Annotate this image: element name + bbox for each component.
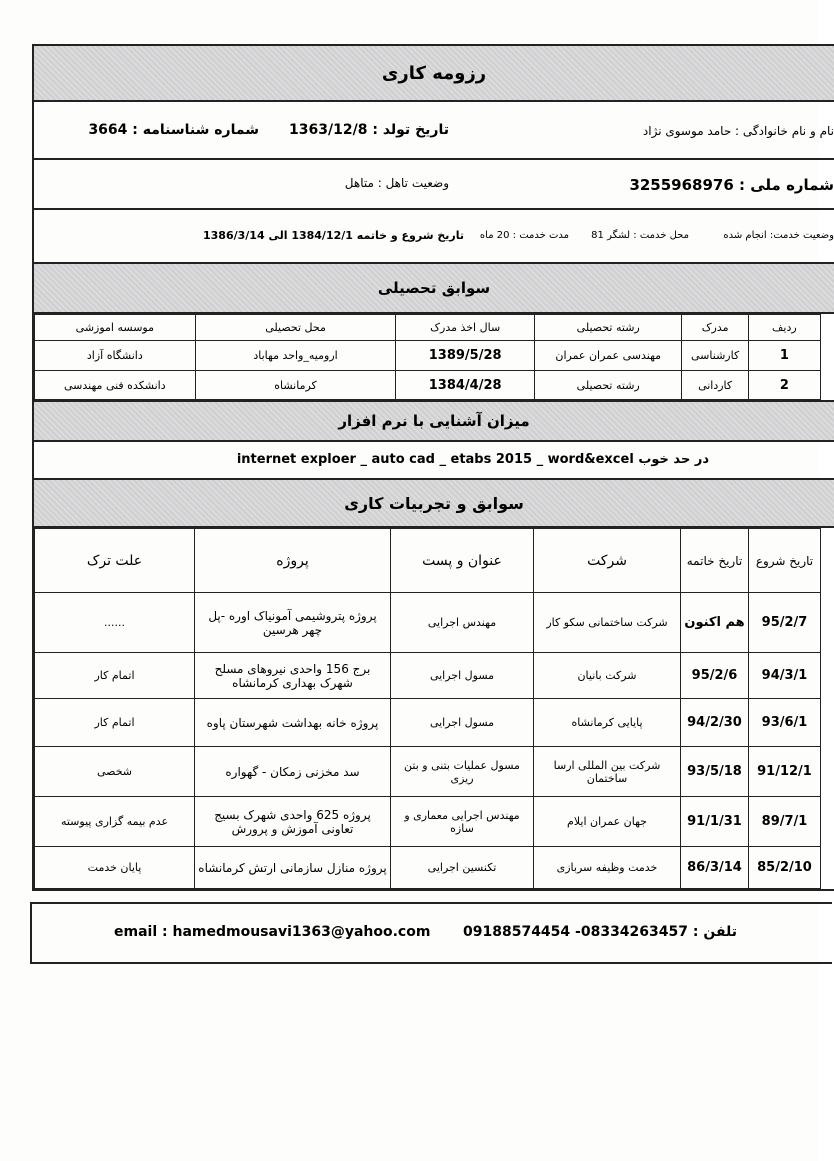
- cell: کارشناسی: [682, 341, 748, 371]
- header-cell: مدرک: [682, 315, 748, 341]
- header-cell: عنوان و پست: [391, 529, 534, 593]
- cell: پایان خدمت: [35, 847, 195, 889]
- contact-footer: [30, 902, 832, 964]
- software-row: [34, 442, 834, 480]
- cell: پروژه خانه بهداشت شهرستان پاوه: [195, 699, 391, 747]
- header-cell: محل تحصیلی: [195, 315, 396, 341]
- software-section-title: میزان آشنایی با نرم افزار: [34, 400, 834, 442]
- cell: 91/12/1: [749, 747, 821, 797]
- table-row: [35, 593, 821, 653]
- header-cell: تاریخ شروع: [749, 529, 821, 593]
- cell: مهندس اجرایی معماری و سازه: [391, 797, 534, 847]
- cell: دانشکده فنی مهندسی: [35, 371, 196, 400]
- cell: 94/3/1: [749, 653, 821, 699]
- cell: مهندسی عمران عمران: [534, 341, 682, 371]
- cell: کرمانشاه: [195, 371, 396, 400]
- work-header-row: [35, 529, 821, 593]
- header-cell: موسسه اموزشی: [35, 315, 196, 341]
- marital-status: وضعیت تاهل : متاهل: [344, 176, 449, 190]
- cell: 94/2/30: [681, 699, 749, 747]
- service-status: وضعیت خدمت: انجام شده: [723, 230, 834, 241]
- cell: خدمت وظیفه سربازی: [534, 847, 681, 889]
- software-skills: در حد خوب internet exploer _ auto cad _ etabs 2015 _ word&excel: [236, 452, 709, 467]
- table-row: [35, 371, 821, 400]
- cell: هم اکنون: [681, 593, 749, 653]
- email[interactable]: email : hamedmousavi1363@yahoo.com: [114, 924, 431, 940]
- cell: سد مخزنی زمکان - گهواره: [195, 747, 391, 797]
- work-table: [34, 528, 821, 889]
- military-service-row: [34, 210, 834, 264]
- cell: 85/2/10: [749, 847, 821, 889]
- cell: 95/2/6: [681, 653, 749, 699]
- service-place: محل خدمت : لشگر 81: [591, 230, 689, 241]
- cell: پروژه 625 واحدی شهرک بسیج تعاونی آموزش و پرورش: [195, 797, 391, 847]
- header-cell: شرکت: [534, 529, 681, 593]
- cell: کاردانی: [682, 371, 748, 400]
- cell: دانشگاه آزاد: [35, 341, 196, 371]
- cell: شرکت بین المللی ارسا ساختمان: [534, 747, 681, 797]
- cell: برج 156 واحدی نیروهای مسلح شهرک بهداری کرمانشاه: [195, 653, 391, 699]
- header-cell: علت ترک: [35, 529, 195, 593]
- page-title: رزومه کاری: [34, 46, 834, 102]
- personal-row-2: [34, 160, 834, 210]
- personal-row-1: [34, 102, 834, 160]
- header-cell: پروژه: [195, 529, 391, 593]
- cell: پایایی کرمانشاه: [534, 699, 681, 747]
- cell: 1: [748, 341, 820, 371]
- full-name: نام و نام خانوادگی : حامد موسوی نژاد: [642, 124, 834, 138]
- cell: تکنسین اجرایی: [391, 847, 534, 889]
- education-section-title: سوابق تحصیلی: [34, 264, 834, 314]
- cell: جهان عمران ایلام: [534, 797, 681, 847]
- cell: مسول عملیات بتنی و بتن ریزی: [391, 747, 534, 797]
- service-duration: مدت خدمت : 20 ماه: [479, 230, 569, 241]
- birth-date: تاریخ تولد : 1363/12/8: [289, 122, 449, 138]
- cell: ارومیه_واحد مهاباد: [195, 341, 396, 371]
- cell: رشته تحصیلی: [534, 371, 682, 400]
- national-id: شماره ملی : 3255968976: [629, 176, 834, 194]
- cell: عدم بیمه گزاری پیوسته: [35, 797, 195, 847]
- cell: پروژه منازل سازمانی ارتش کرمانشاه: [195, 847, 391, 889]
- cell: شرکت ساختمانی سکو کار: [534, 593, 681, 653]
- cell: اتمام کار: [35, 653, 195, 699]
- cell: 89/7/1: [749, 797, 821, 847]
- cell: 95/2/7: [749, 593, 821, 653]
- cell: ......: [35, 593, 195, 653]
- header-cell: رشته تحصیلی: [534, 315, 682, 341]
- table-row: [35, 747, 821, 797]
- cell: پروژه پتروشیمی آمونیاک اوره -پل چهر هرسین: [195, 593, 391, 653]
- cell: مسول اجرایی: [391, 699, 534, 747]
- cell: شخصی: [35, 747, 195, 797]
- phone: تلفن : 08334263457- 09188574454: [463, 924, 737, 940]
- table-row: [35, 699, 821, 747]
- header-cell: ردیف: [748, 315, 820, 341]
- education-table: [34, 314, 821, 400]
- cell: 91/1/31: [681, 797, 749, 847]
- cell: مسول اجرایی: [391, 653, 534, 699]
- work-section-title: سوابق و تجربیات کاری: [34, 480, 834, 528]
- cell: اتمام کار: [35, 699, 195, 747]
- table-row: [35, 797, 821, 847]
- cell: 93/5/18: [681, 747, 749, 797]
- table-row: [35, 653, 821, 699]
- cell: 1384/4/28: [396, 371, 535, 400]
- table-row: [35, 341, 821, 371]
- header-cell: سال اخذ مدرک: [396, 315, 535, 341]
- cell: شرکت بانیان: [534, 653, 681, 699]
- cell: 93/6/1: [749, 699, 821, 747]
- resume-frame: [32, 44, 834, 891]
- header-cell: تاریخ خاتمه: [681, 529, 749, 593]
- cell: 86/3/14: [681, 847, 749, 889]
- education-header-row: [35, 315, 821, 341]
- table-row: [35, 847, 821, 889]
- cell: 1389/5/28: [396, 341, 535, 371]
- id-number: شماره شناسنامه : 3664: [88, 122, 259, 138]
- service-dates: تاریخ شروع و خاتمه 1384/12/1 الی 1386/3/14: [202, 229, 464, 242]
- cell: مهندس اجرایی: [391, 593, 534, 653]
- cell: 2: [748, 371, 820, 400]
